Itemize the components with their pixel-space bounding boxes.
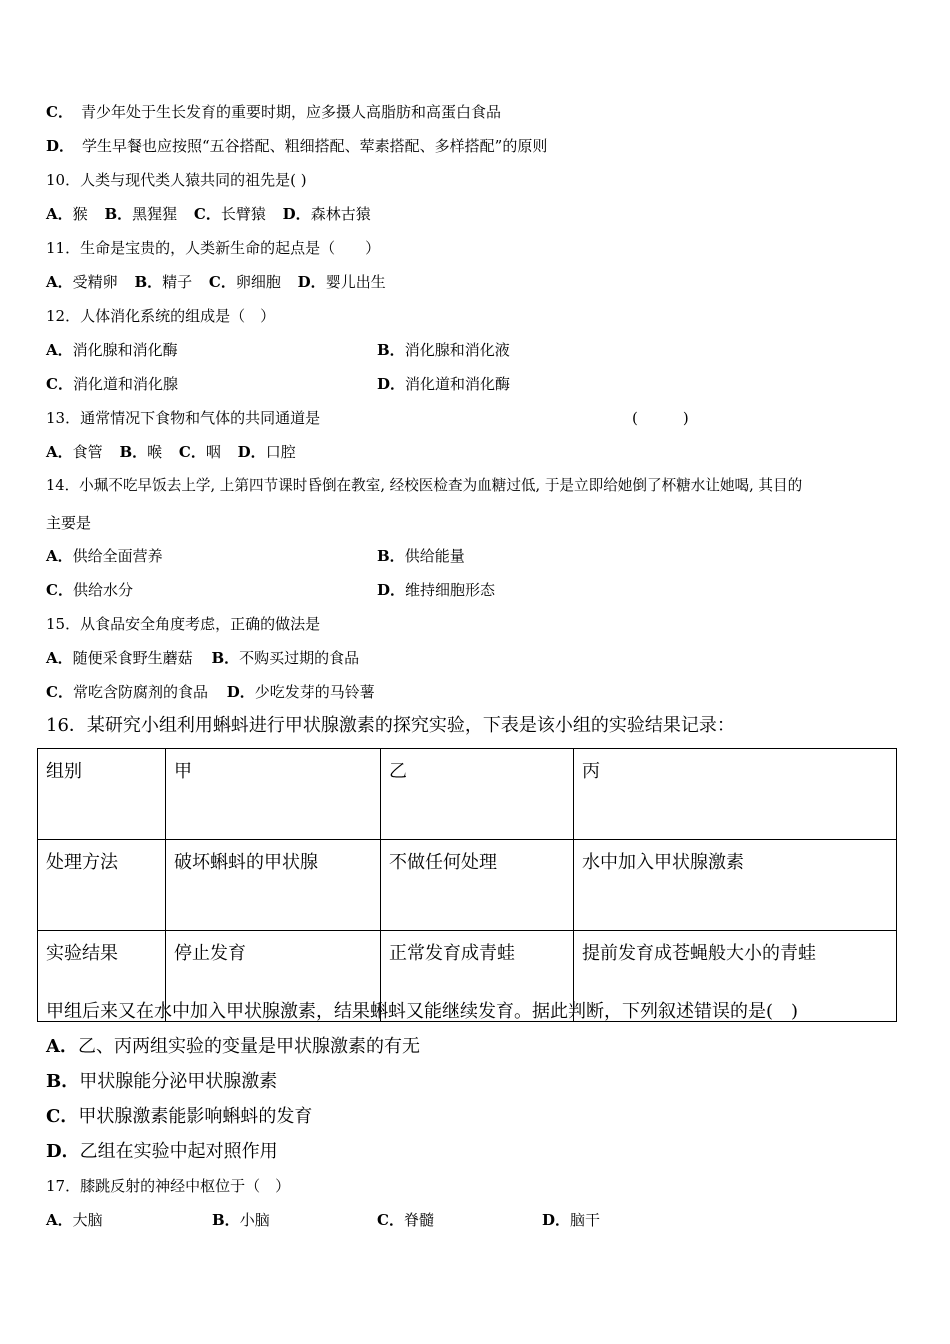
table-cell: 破坏蝌蚪的甲状腺 (166, 840, 381, 931)
q10-stem: 10．人类与现代类人猿共同的祖先是( ) (46, 171, 307, 189)
table-cell: 乙 (381, 749, 574, 840)
table-cell: 甲 (166, 749, 381, 840)
q16-option-b: B．甲状腺能分泌甲状腺激素 (46, 1071, 278, 1092)
q11-stem: 11．生命是宝贵的，人类新生命的起点是（ ） (46, 239, 381, 257)
q14-option-c: C．供给水分 (46, 581, 133, 599)
q16-stem: 16．某研究小组利用蝌蚪进行甲状腺激素的探究实验，下表是该小组的实验结果记录： (46, 715, 735, 736)
q15-option-d: D．少吃发芽的马铃薯 (226, 683, 375, 701)
q16-option-c: C．甲状腺激素能影响蝌蚪的发育 (46, 1106, 313, 1127)
table-row (38, 749, 897, 840)
q15-options-row2 (46, 682, 375, 702)
q15-stem: 15．从食品安全角度考虑，正确的做法是 (46, 615, 321, 633)
q13-options (46, 442, 296, 462)
q17-option-c: C．脊髓 (377, 1211, 434, 1229)
q14-stem-line1: 14．小珮不吃早饭去上学, 上第四节课时昏倒在教室, 经校医检查为血糖过低, 于是立即给她倒了杯糖水让她喝, 其目的 (46, 477, 803, 494)
q16-results-table (37, 748, 897, 1022)
q17-option-a: A．大脑 (46, 1211, 103, 1229)
q11-option-d: D．婴儿出生 (297, 273, 386, 291)
table-cell: 丙 (574, 749, 897, 840)
table-cell: 不做任何处理 (381, 840, 574, 931)
q9-option-c: C． 青少年处于生长发育的重要时期，应多摄人高脂肪和高蛋白食品 (46, 103, 501, 121)
q17-stem: 17．膝跳反射的神经中枢位于（ ） (46, 1177, 291, 1195)
q14-stem-line2: 主要是 (46, 514, 92, 532)
q12-stem: 12．人体消化系统的组成是（ ） (46, 307, 276, 325)
q15-option-c: C．常吃含防腐剂的食品 (46, 683, 208, 701)
q10-options (46, 204, 371, 224)
q9-option-d: D． 学生早餐也应按照“五谷搭配、粗细搭配、荤素搭配、多样搭配”的原则 (46, 137, 548, 155)
q11-option-a: A．受精卵 (46, 273, 118, 291)
q17-option-b: B．小脑 (212, 1211, 270, 1229)
q10-option-b: B．黑猩猩 (104, 205, 178, 223)
q10-option-d: D．森林古猿 (282, 205, 371, 223)
q12-option-c: C．消化道和消化腺 (46, 375, 178, 393)
q13-option-c: C．咽 (178, 443, 221, 461)
table-cell: 实验结果 (38, 931, 166, 1022)
table-cell: 水中加入甲状腺激素 (574, 840, 897, 931)
q16-option-d: D．乙组在实验中起对照作用 (46, 1141, 278, 1162)
q11-options (46, 272, 386, 292)
q13-option-d: D．口腔 (237, 443, 296, 461)
q15-option-b: B．不购买过期的食品 (211, 649, 360, 667)
q12-option-b: B．消化腺和消化液 (377, 341, 510, 359)
q12-option-a: A．消化腺和消化酶 (46, 341, 178, 359)
table-row (38, 840, 897, 931)
q13-stem: 13．通常情况下食物和气体的共同通道是 (46, 409, 321, 427)
q12-option-d: D．消化道和消化酶 (377, 375, 511, 393)
q11-option-c: C．卵细胞 (208, 273, 281, 291)
q17-option-d: D．脑干 (542, 1211, 601, 1229)
q16-followup: 甲组后来又在水中加入甲状腺激素，结果蝌蚪又能继续发育。据此判断，下列叙述错误的是( ) (46, 1001, 799, 1022)
q14-option-b: B．供给能量 (377, 547, 465, 565)
q14-option-a: A．供给全面营养 (46, 547, 163, 565)
q13-answer-paren: ( ) (632, 409, 689, 427)
q13-option-a: A．食管 (46, 443, 103, 461)
q15-option-a: A．随便采食野生蘑菇 (46, 649, 193, 667)
q15-options-row1 (46, 648, 359, 668)
table-cell: 组别 (38, 749, 166, 840)
q11-option-b: B．精子 (134, 273, 193, 291)
table-cell: 提前发育成苍蝇般大小的青蛙 (574, 931, 897, 1022)
q13-option-b: B．喉 (119, 443, 163, 461)
q10-option-c: C．长臂猿 (193, 205, 266, 223)
table-cell: 正常发育成青蛙 (381, 931, 574, 1022)
q16-option-a: A．乙、丙两组实验的变量是甲状腺激素的有无 (46, 1036, 420, 1057)
table-cell: 停止发育 (166, 931, 381, 1022)
table-cell: 处理方法 (38, 840, 166, 931)
q10-option-a: A．猴 (46, 205, 88, 223)
q14-option-d: D．维持细胞形态 (377, 581, 496, 599)
